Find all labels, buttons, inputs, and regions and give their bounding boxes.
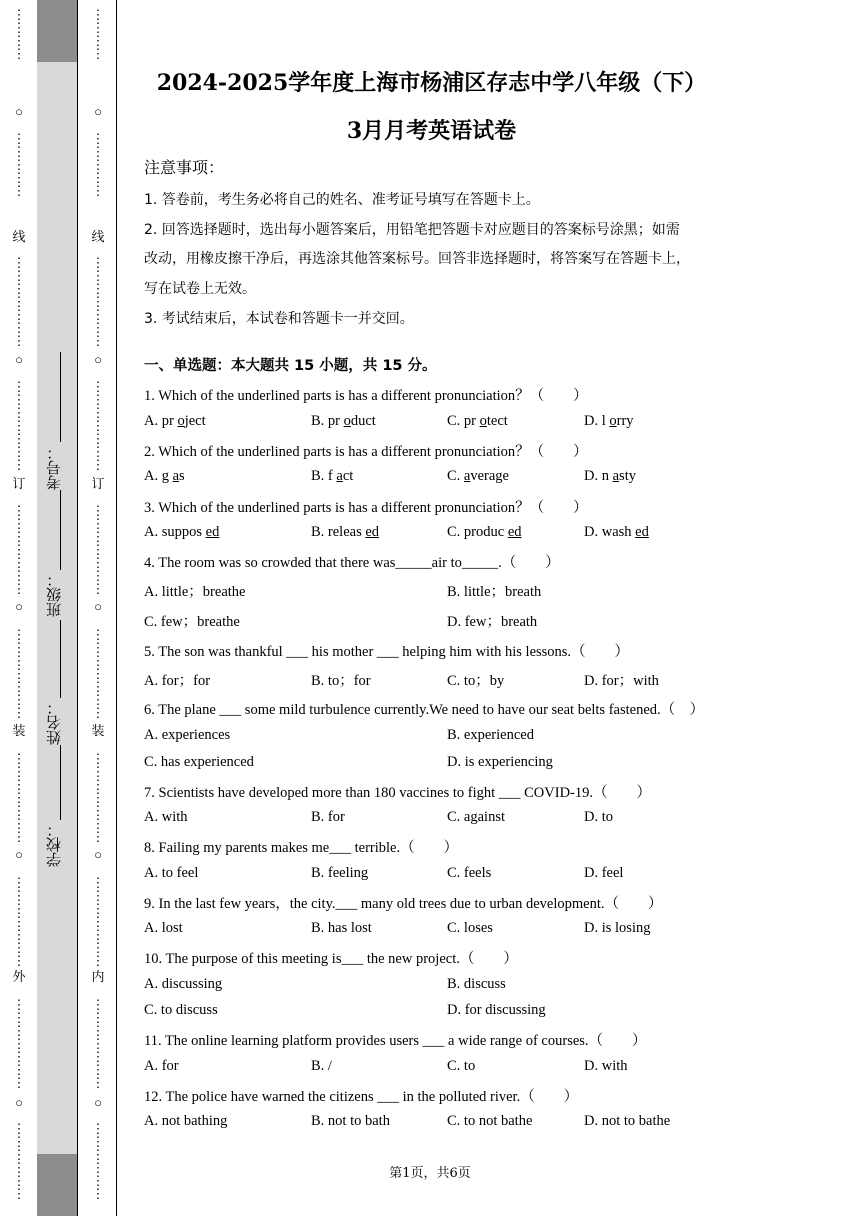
question-stem: 6. The plane ___ some mild turbulence currently.We need to have our seat belts fastened.（ ） bbox=[144, 702, 705, 718]
answer-option[interactable]: A. suppos ed bbox=[144, 524, 220, 540]
question-stem: 8. Failing my parents makes me___ terrible.（ ） bbox=[144, 840, 459, 856]
circle-mark: ○ bbox=[15, 847, 23, 862]
answer-option[interactable]: B. discuss bbox=[447, 976, 506, 992]
binding-margin bbox=[0, 0, 118, 1216]
question-stem: 11. The online learning platform provides users ___ a wide range of courses.（ ） bbox=[144, 1033, 647, 1049]
answer-option[interactable]: A. not bathing bbox=[144, 1113, 228, 1129]
question-stem: 10. The purpose of this meeting is___ the new project.（ ） bbox=[144, 951, 518, 967]
answer-option[interactable]: B. has lost bbox=[311, 920, 372, 936]
answer-option[interactable]: C. to bbox=[447, 1058, 476, 1074]
answer-option[interactable]: B. to；for bbox=[311, 673, 371, 689]
order-mark: 订 bbox=[91, 476, 105, 491]
notice-line: 2. 回答选择题时，选出每小题答案后，用铅笔把答题卡对应题目的答案标号涂黑；如需 bbox=[144, 222, 680, 238]
answer-option[interactable]: D. to bbox=[584, 809, 613, 825]
answer-option[interactable]: D. few；breath bbox=[447, 614, 538, 630]
answer-option[interactable]: D. n asty bbox=[584, 468, 636, 484]
section-title: 一、单选题：本大题共 15 小题，共 15 分。 bbox=[144, 358, 437, 374]
circle-mark: ○ bbox=[94, 1095, 102, 1110]
answer-option[interactable]: A. pr oject bbox=[144, 413, 206, 429]
name-field[interactable] bbox=[60, 620, 61, 698]
answer-option[interactable]: C. feels bbox=[447, 865, 492, 881]
page-number: 第1页，共6页 bbox=[389, 1166, 471, 1181]
notice-line: 3. 考试结束后，本试卷和答题卡一并交回。 bbox=[144, 311, 414, 327]
circle-mark: ○ bbox=[94, 352, 102, 367]
circle-mark: ○ bbox=[15, 352, 23, 367]
answer-option[interactable]: C. to discuss bbox=[144, 1002, 218, 1018]
question-stem: 3. Which of the underlined parts is has a different pronunciation？（ ） bbox=[144, 500, 588, 516]
answer-option[interactable]: B. / bbox=[311, 1058, 332, 1074]
line-mark: 线 bbox=[91, 229, 105, 244]
answer-option[interactable]: A. to feel bbox=[144, 865, 199, 881]
answer-option[interactable]: A. discussing bbox=[144, 976, 223, 992]
circle-mark: ○ bbox=[15, 599, 23, 614]
question-stem: 2. Which of the underlined parts is has a different pronunciation？（ ） bbox=[144, 444, 588, 460]
answer-option[interactable]: C. produc ed bbox=[447, 524, 522, 540]
school-label: 学校： bbox=[45, 822, 63, 867]
circle-mark: ○ bbox=[94, 104, 102, 119]
exam-number-label: 考号： bbox=[45, 445, 63, 490]
notice-heading: 注意事项： bbox=[144, 158, 225, 177]
answer-option[interactable]: D. is experiencing bbox=[447, 754, 553, 770]
answer-option[interactable]: B. pr oduct bbox=[311, 413, 376, 429]
answer-option[interactable]: D. for；with bbox=[584, 673, 659, 689]
answer-option[interactable]: B. f act bbox=[311, 468, 354, 484]
question-stem: 5. The son was thankful ___ his mother ___ helping him with his lessons.（ ） bbox=[144, 644, 630, 660]
circle-mark: ○ bbox=[94, 599, 102, 614]
answer-option[interactable]: D. l orry bbox=[584, 413, 634, 429]
exam-title-line1: 2024-2025学年度上海市杨浦区存志中学八年级（下） bbox=[156, 70, 707, 96]
class-label: 班级： bbox=[45, 572, 63, 617]
school-field[interactable] bbox=[60, 745, 61, 820]
answer-option[interactable]: D. is losing bbox=[584, 920, 651, 936]
circle-mark: ○ bbox=[94, 847, 102, 862]
answer-option[interactable]: A. lost bbox=[144, 920, 183, 936]
answer-option[interactable]: A. with bbox=[144, 809, 188, 825]
notice-line: 写在试卷上无效。 bbox=[144, 281, 256, 297]
circle-mark: ○ bbox=[15, 1095, 23, 1110]
answer-option[interactable]: B. little；breath bbox=[447, 584, 542, 600]
bind-mark: 装 bbox=[12, 723, 26, 738]
answer-option[interactable]: B. experienced bbox=[447, 727, 534, 743]
exam-number-field[interactable] bbox=[60, 352, 61, 442]
class-field[interactable] bbox=[60, 490, 61, 570]
answer-option[interactable]: C. to not bathe bbox=[447, 1113, 533, 1129]
inside-mark: 内 bbox=[91, 969, 105, 984]
answer-option[interactable]: C. few；breathe bbox=[144, 614, 240, 630]
answer-option[interactable]: B. feeling bbox=[311, 865, 369, 881]
answer-option[interactable]: B. not to bath bbox=[311, 1113, 390, 1129]
question-stem: 1. Which of the underlined parts is has a different pronunciation？（ ） bbox=[144, 388, 588, 404]
order-mark: 订 bbox=[12, 476, 26, 491]
question-stem: 12. The police have warned the citizens ___ in the polluted river.（ ） bbox=[144, 1089, 579, 1105]
outside-mark: 外 bbox=[12, 969, 26, 984]
answer-option[interactable]: C. pr otect bbox=[447, 413, 508, 429]
answer-option[interactable]: A. g as bbox=[144, 468, 185, 484]
answer-option[interactable]: B. releas ed bbox=[311, 524, 380, 540]
answer-option[interactable]: D. wash ed bbox=[584, 524, 649, 540]
exam-title-line2: 3月月考英语试卷 bbox=[346, 118, 517, 144]
question-stem: 4. The room was so crowded that there was_____air to_____.（ ） bbox=[144, 555, 560, 571]
answer-option[interactable]: C. to；by bbox=[447, 673, 505, 689]
answer-option[interactable]: B. for bbox=[311, 809, 345, 825]
name-label: 姓名： bbox=[45, 700, 63, 745]
answer-option[interactable]: D. not to bathe bbox=[584, 1113, 671, 1129]
answer-option[interactable]: D. for discussing bbox=[447, 1002, 546, 1018]
answer-option[interactable]: A. experiences bbox=[144, 727, 231, 743]
answer-option[interactable]: C. against bbox=[447, 809, 505, 825]
answer-option[interactable]: A. for bbox=[144, 1058, 179, 1074]
notice-line: 改动，用橡皮擦干净后，再选涂其他答案标号。回答非选择题时，将答案写在答题卡上， bbox=[144, 251, 690, 267]
answer-option[interactable]: A. for；for bbox=[144, 673, 211, 689]
bind-mark: 装 bbox=[91, 723, 105, 738]
circle-mark: ○ bbox=[15, 104, 23, 119]
outer-dotted-line: ⋮ ⋮ ⋮ ⋮ ○ ⋮ ⋮ ⋮ ⋮ ⋮ 线 ⋮ ⋮ ⋮ ⋮ ⋮ ⋮ ⋮ ○ ⋮ ⋮ ⋮ ⋮ ⋮ ⋮ ⋮ 订 ⋮ ⋮ ⋮ ⋮ ⋮ ⋮ ⋮ ○ ⋮ ⋮ ⋮ ⋮ ⋮ ⋮ ⋮ 装 ⋮ ⋮ ⋮ ⋮ ⋮ ⋮ ⋮ ○ ⋮ ⋮ ⋮ ⋮ ⋮ ⋮ ⋮ 外 ⋮ ⋮ ⋮ ⋮ ⋮ ⋮ ⋮ ○ ⋮ ⋮ ⋮ ⋮ ⋮ ⋮ bbox=[12, 7, 26, 1201]
question-stem: 7. Scientists have developed more than 180 vaccines to fight ___ COVID-19.（ ） bbox=[144, 785, 651, 801]
answer-option[interactable]: C. average bbox=[447, 468, 509, 484]
question-stem: 9. In the last few years，the city.___ many old trees due to urban development.（ ） bbox=[144, 896, 663, 912]
answer-option[interactable]: C. has experienced bbox=[144, 754, 254, 770]
answer-option[interactable]: A. little；breathe bbox=[144, 584, 246, 600]
inner-dotted-line: ⋮ ⋮ ⋮ ⋮ ○ ⋮ ⋮ ⋮ ⋮ ⋮ 线 ⋮ ⋮ ⋮ ⋮ ⋮ ⋮ ⋮ ○ ⋮ ⋮ ⋮ ⋮ ⋮ ⋮ ⋮ 订 ⋮ ⋮ ⋮ ⋮ ⋮ ⋮ ⋮ ○ ⋮ ⋮ ⋮ ⋮ ⋮ ⋮ ⋮ 装 ⋮ ⋮ ⋮ ⋮ ⋮ ⋮ ⋮ ○ ⋮ ⋮ ⋮ ⋮ ⋮ ⋮ ⋮ 内 ⋮ ⋮ ⋮ ⋮ ⋮ ⋮ ⋮ ○ ⋮ ⋮ ⋮ ⋮ ⋮ ⋮ bbox=[91, 7, 105, 1201]
notice-line: 1. 答卷前，考生务必将自己的姓名、准考证号填写在答题卡上。 bbox=[144, 192, 540, 208]
answer-option[interactable]: D. with bbox=[584, 1058, 628, 1074]
info-strip-top-cap bbox=[37, 0, 77, 62]
answer-option[interactable]: D. feel bbox=[584, 865, 624, 881]
answer-option[interactable]: C. loses bbox=[447, 920, 493, 936]
line-mark: 线 bbox=[12, 229, 26, 244]
